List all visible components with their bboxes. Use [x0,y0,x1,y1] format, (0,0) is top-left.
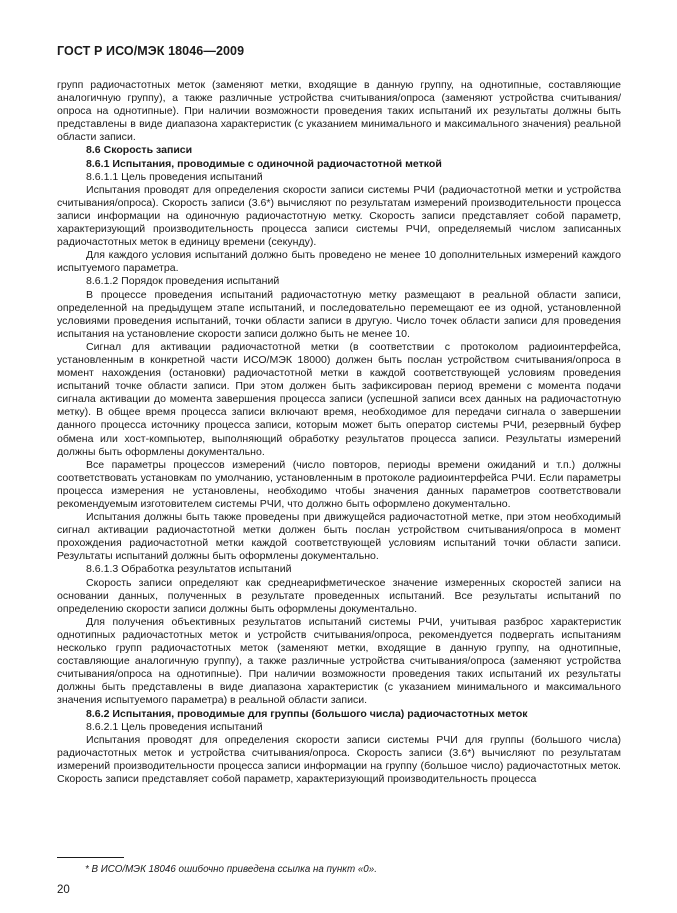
clause-heading: 8.6.1.1 Цель проведения испытаний [86,170,263,183]
paragraph: Испытания проводят для определения скорости записи системы РЧИ для группы (большого числа) радиочастотных меток и устройства считывания/опроса. Скорость записи (3.6*) вычисляют по результатам измерений производительности процесса записи информации на группу (большое число) радиочастотных меток. Скорость записи представляет собой параметр, характеризующий производительность процесса [57,733,621,785]
footnote: * В ИСО/МЭК 18046 ошибочно приведена ссылка на пункт «0». [85,864,377,875]
document-header: ГОСТ Р ИСО/МЭК 18046—2009 [57,44,245,58]
paragraph: Для каждого условия испытаний должно быть проведено не менее 10 дополнительных измерений каждого испытуемого параметра. [57,249,621,275]
clause-heading: 8.6.2.1 Цель проведения испытаний [86,720,263,733]
paragraph: В процессе проведения испытаний радиочастотную метку размещают в реальной области записи, определенной на предыдущем этапе испытаний, и последовательно перемещают ее из одной, установленной условиями проведения испытаний, точки области записи в другую. Число точек области записи для проведения испытания на установление скорости записи должно быть не менее 10. [57,288,621,340]
paragraph: Сигнал для активации радиочастотной метки (в соответствии с протоколом радиоинтерфейса, установленным в конкретной части ИСО/МЭК 18000) должен быть послан устройством считывания/опроса в момент нахождения (остановки) радиочастотной метки в каждой соответствующей условиям проведения испытаний точке области записи. При этом должен быть зафиксирован период времени с момента подачи сигнала активации до момента завершения процесса записи (успешной записи всех данных на радиочастотную метку). В общее время процесса записи включают время, необходимое для передачи сигнала о завершении данного процесса источнику процесса записи, которым может быть оператор системы РЧИ, резервный буфер обмена или хост-компьютер, выполняющий обработку результатов процесса записи. Результаты измерений должны быть оформлены документально. [57,340,621,458]
paragraph: групп радиочастотных меток (заменяют метки, входящие в данную группу, на однотипные, составляющие аналогичную группу), а также различные устройства считывания/опроса (заменяют устройства считывания/опроса на однотипные). При наличии возможности проведения таких испытаний их результаты должны быть представлены в виде диапазона характеристик (с указанием минимального и максимального значения) реальной области записи. [57,79,621,144]
subsection-heading-8-6-2: 8.6.2 Испытания, проводимые для группы (большого числа) радиочастотных меток [86,707,528,720]
paragraph: Испытания должны быть также проведены при движущейся радиочастотной метке, при этом необходимый сигнал активации радиочастотной метки должен быть послан устройством считывания/опроса в момент прохождения радиочастотной метки каждой соответствующей условиям испытаний точки области записи. Результаты испытаний должны быть оформлены документально. [57,511,621,563]
paragraph: Скорость записи определяют как среднеарифметическое значение измеренных скоростей записи на основании данных, полученных в результате проведенных испытаний. Все результаты испытаний по определению скорости записи должны быть оформлены документально. [57,576,621,615]
clause-heading: 8.6.1.3 Обработка результатов испытаний [86,563,292,576]
paragraph: Для получения объективных результатов испытаний системы РЧИ, учитывая разброс характеристик однотипных радиочастотных меток и устройств считывания/опроса, рекомендуется подвергать испытаниям несколько групп радиочастотных меток (заменяют метки, входящие в данную группу, на однотипные, составляющие аналогичную группу), а также различные устройства считывания/опроса (заменяют устройства считывания/опроса на однотипные). При наличии возможности проведения таких испытаний их результаты должны быть представлены в виде диапазона характеристик (с указанием минимального и максимального значения испытуемого параметра) в реальной области записи. [57,615,621,707]
document-body [57,79,621,786]
section-heading-8-6: 8.6 Скорость записи [86,144,193,157]
subsection-heading-8-6-1: 8.6.1 Испытания, проводимые с одиночной радиочастотной меткой [86,157,442,170]
footnote-divider [57,857,124,858]
page-number: 20 [57,884,70,896]
paragraph: Испытания проводят для определения скорости записи системы РЧИ (радиочастотной метки и устройства считывания/опроса). Скорость записи (3.6*) вычисляют по результатам измерений производительности процесса записи информации на одиночную радиочастотную метку. Скорость записи представляет собой параметр, характеризующий производительность процесса записи системы РЧИ, определяемый числом записанных радиочастотных меток в единицу времени (секунду). [57,183,621,249]
clause-heading: 8.6.1.2 Порядок проведения испытаний [86,275,280,288]
paragraph: Все параметры процессов измерений (число повторов, периоды времени ожиданий и т.п.) должны соответствовать установкам по умолчанию, установленным в протоколе радиоинтерфейса РЧИ. Если параметры процесса измерения не установлены, необходимо чтобы значения данных параметров соответствовали рекомендуемым изготовителем системы РЧИ, что должно быть оформлено документально. [57,458,621,510]
